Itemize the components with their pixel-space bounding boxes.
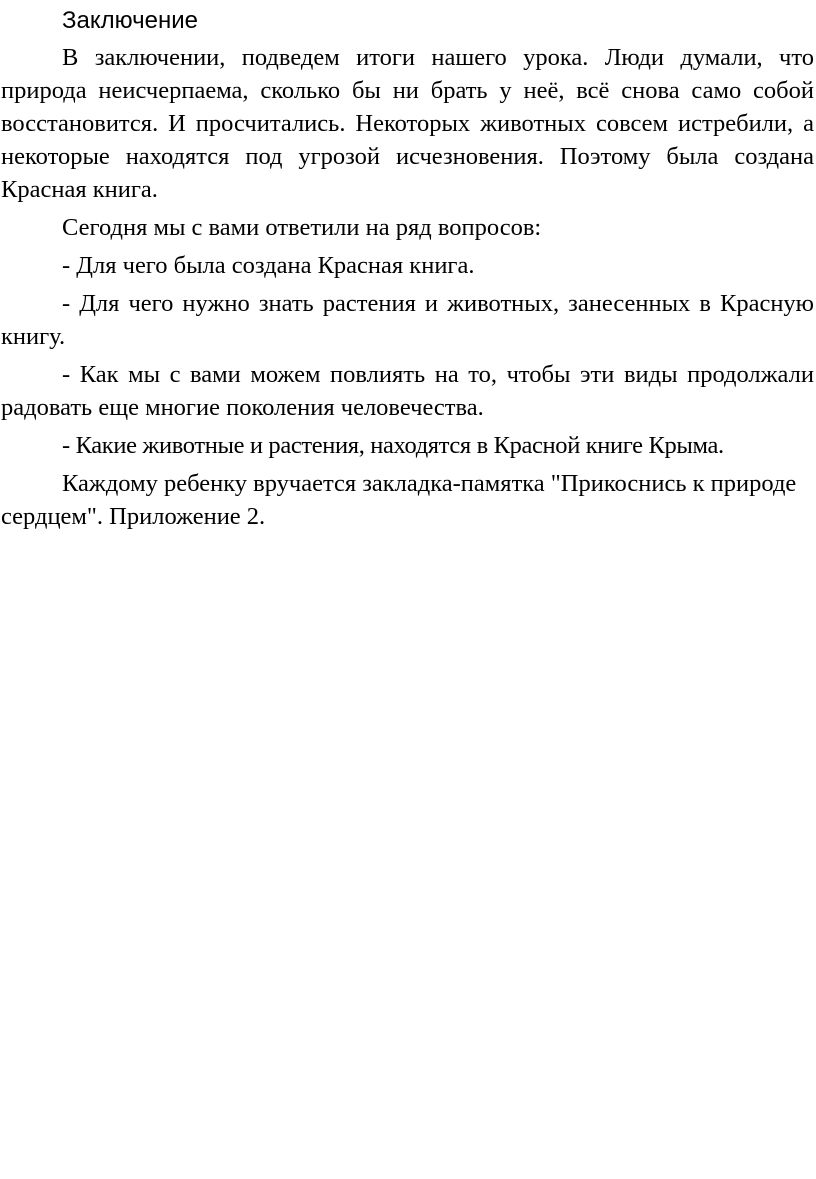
bookmark-paragraph: Каждому ребенку вручается закладка-памятка "Прикоснись к природе сердцем". Приложение 2. [1,470,797,530]
questions-intro: Сегодня мы с вами ответили на ряд вопросов: [62,214,542,241]
question-item-3: - Как мы с вами можем повлиять на то, чтобы эти виды продолжали радовать еще многие поколения человечества. [1,361,814,421]
conclusion-paragraph: В заключении, подведем итоги нашего урока. Люди думали, что природа неисчерпаема, сколько бы ни брать у неё, всё снова само собой восстановится. И просчитались. Некоторых животных совсем истребили, а некоторые находятся под угрозой исчезновения. Поэтому была создана Красная книга. [1,44,814,203]
question-item-2: - Для чего нужно знать растения и животных, занесенных в Красную книгу. [1,290,814,350]
section-heading: Заключение [62,7,198,34]
question-item-4: - Какие животные и растения, находятся в Красной книге Крыма. [62,432,724,459]
question-item-1: - Для чего была создана Красная книга. [62,252,475,279]
document-body [1,4,814,533]
